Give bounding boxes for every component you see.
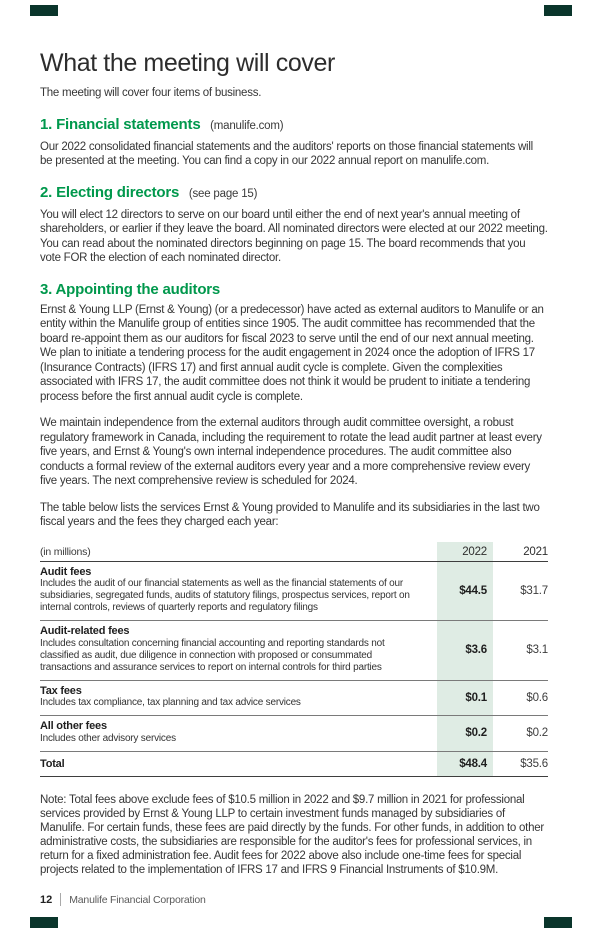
section-2-paragraph: You will elect 12 directors to serve on our board until either the end of next year's annual meeting of shareholders, or earlier if they leave the board. All nominated directors were elected at our 2022 meeting. You can read about the nominated directors beginning on page 15. The board recommends that you vote FOR the election of each nominated director.	[40, 208, 548, 264]
section-3-paragraph-2: We maintain independence from the external auditors through audit committee oversight, a robust regulatory framework in Canada, including the requirement to rotate the lead audit partner at least every five years, and Ernst & Young's own internal independence procedures. The audit committee also conducts a formal review of the external auditors every year and a more comprehensive review every five years. The next comprehensive review is scheduled for 2024.	[40, 417, 542, 487]
corner-mark-top-left	[30, 5, 58, 16]
footer-page-number: 12	[40, 893, 53, 906]
corner-mark-bottom-right	[544, 917, 572, 928]
table-row-tax-fees	[40, 681, 548, 717]
section-3-title: 3. Appointing the auditors	[40, 280, 221, 298]
value-2022: $0.2	[437, 716, 493, 751]
fees-table-unit-label: (in millions)	[40, 545, 91, 558]
row-description: Includes consultation concerning financial accounting and reporting standards not classified as audit, due diligence in connection with proposed or consummated transactions and assurance services to report on internal controls for third parties	[40, 637, 385, 673]
section-heading-electing-directors	[40, 181, 548, 203]
corner-mark-top-right	[544, 5, 572, 16]
row-label-cell	[40, 562, 437, 621]
total-value-2022: $48.4	[437, 752, 493, 777]
table-row-audit-fees	[40, 562, 548, 622]
section-heading-financial-statements	[40, 113, 548, 135]
row-label: Tax fees	[40, 684, 82, 697]
table-row-all-other-fees	[40, 716, 548, 752]
footer-divider	[60, 893, 61, 906]
row-description: Includes tax compliance, tax planning and tax advice services	[40, 697, 301, 708]
section-1-paragraph: Our 2022 consolidated financial statements and the auditors' reports on those financial statements will be presented at the meeting. You can find a copy in our 2022 annual report on manulife.com.	[40, 140, 533, 167]
value-2021: $3.1	[526, 644, 548, 657]
table-row-total	[40, 752, 548, 778]
row-label: All other fees	[40, 720, 107, 732]
value-2022: $44.5	[437, 562, 493, 621]
table-footnote: Note: Total fees above exclude fees of $10.5 million in 2022 and $9.7 million in 2021 for professional services provided by Ernst & Young LLP to certain investment funds managed by subsidiaries of Manulife. For certain funds, these fees are paid directly by the funds. For other funds, in addition to other administrative costs, the subsidiaries are responsible for the auditor's fees for professional services, in return for a fixed administration fee. Audit fees for 2022 above also include one-time fees for special projects related to the implementation of IFRS 17 and IFRS 9 Financial Instruments of $10.9M.	[40, 794, 544, 876]
row-label-cell	[40, 716, 437, 751]
fees-table-col-2022: 2022	[437, 542, 493, 561]
corner-mark-bottom-left	[30, 917, 58, 928]
fees-table-header-row	[40, 542, 548, 562]
page-title: What the meeting will cover	[40, 49, 335, 77]
total-value-2021: $35.6	[520, 757, 548, 770]
table-row-audit-related-fees	[40, 621, 548, 681]
row-label-cell	[40, 681, 437, 716]
intro-text: The meeting will cover four items of business.	[40, 87, 262, 99]
section-2-suffix: (see page 15)	[188, 187, 258, 200]
value-2021: $0.6	[526, 691, 548, 704]
auditor-fees-table	[40, 542, 548, 778]
section-2-title: 2. Electing directors	[40, 183, 180, 201]
page-footer	[40, 893, 206, 906]
section-3-paragraph-3: The table below lists the services Ernst & Young provided to Manulife and its subsidiaries in the last two fiscal years and the fees they charged each year:	[40, 501, 540, 528]
total-label-cell	[40, 752, 437, 777]
row-label-cell	[40, 621, 437, 680]
total-label: Total	[40, 757, 65, 770]
row-label: Audit-related fees	[40, 625, 130, 637]
row-label: Audit fees	[40, 565, 92, 578]
section-1-title: 1. Financial statements	[40, 115, 201, 133]
value-2021: $0.2	[526, 727, 548, 740]
fees-table-col-2021: 2021	[523, 545, 548, 558]
value-2022: $0.1	[437, 681, 493, 716]
row-description: Includes the audit of our financial statements as well as the financial statements of our subsidiaries, segregated funds, audits of statutory filings, prospectus services, report on internal controls, reviews of quarterly reports and regulatory filings	[40, 578, 410, 613]
value-2021: $31.7	[520, 584, 548, 597]
value-2022: $3.6	[437, 621, 493, 680]
section-3-paragraph-1: Ernst & Young LLP (Ernst & Young) (or a predecessor) have acted as external auditors to Manulife or an entity within the Manulife group of entities since 1905. The audit committee has recommended that the board re-appoint them as our auditors for fiscal 2023 to serve until the end of our next annual meeting. We plan to initiate a tendering process for the audit engagement in 2024 once the adoption of IFRS 17 (Insurance Contracts) (IFRS 17) and first annual audit cycle is complete. Given the complexities associated with IFRS 17, the audit committee does not think it would be prudent to initiate a tendering process before the first annual audit cycle is complete.	[40, 303, 544, 403]
section-heading-appointing-auditors	[40, 278, 548, 298]
section-1-suffix: (manulife.com)	[210, 119, 284, 132]
footer-company-name: Manulife Financial Corporation	[69, 893, 206, 906]
row-description: Includes other advisory services	[40, 732, 176, 744]
